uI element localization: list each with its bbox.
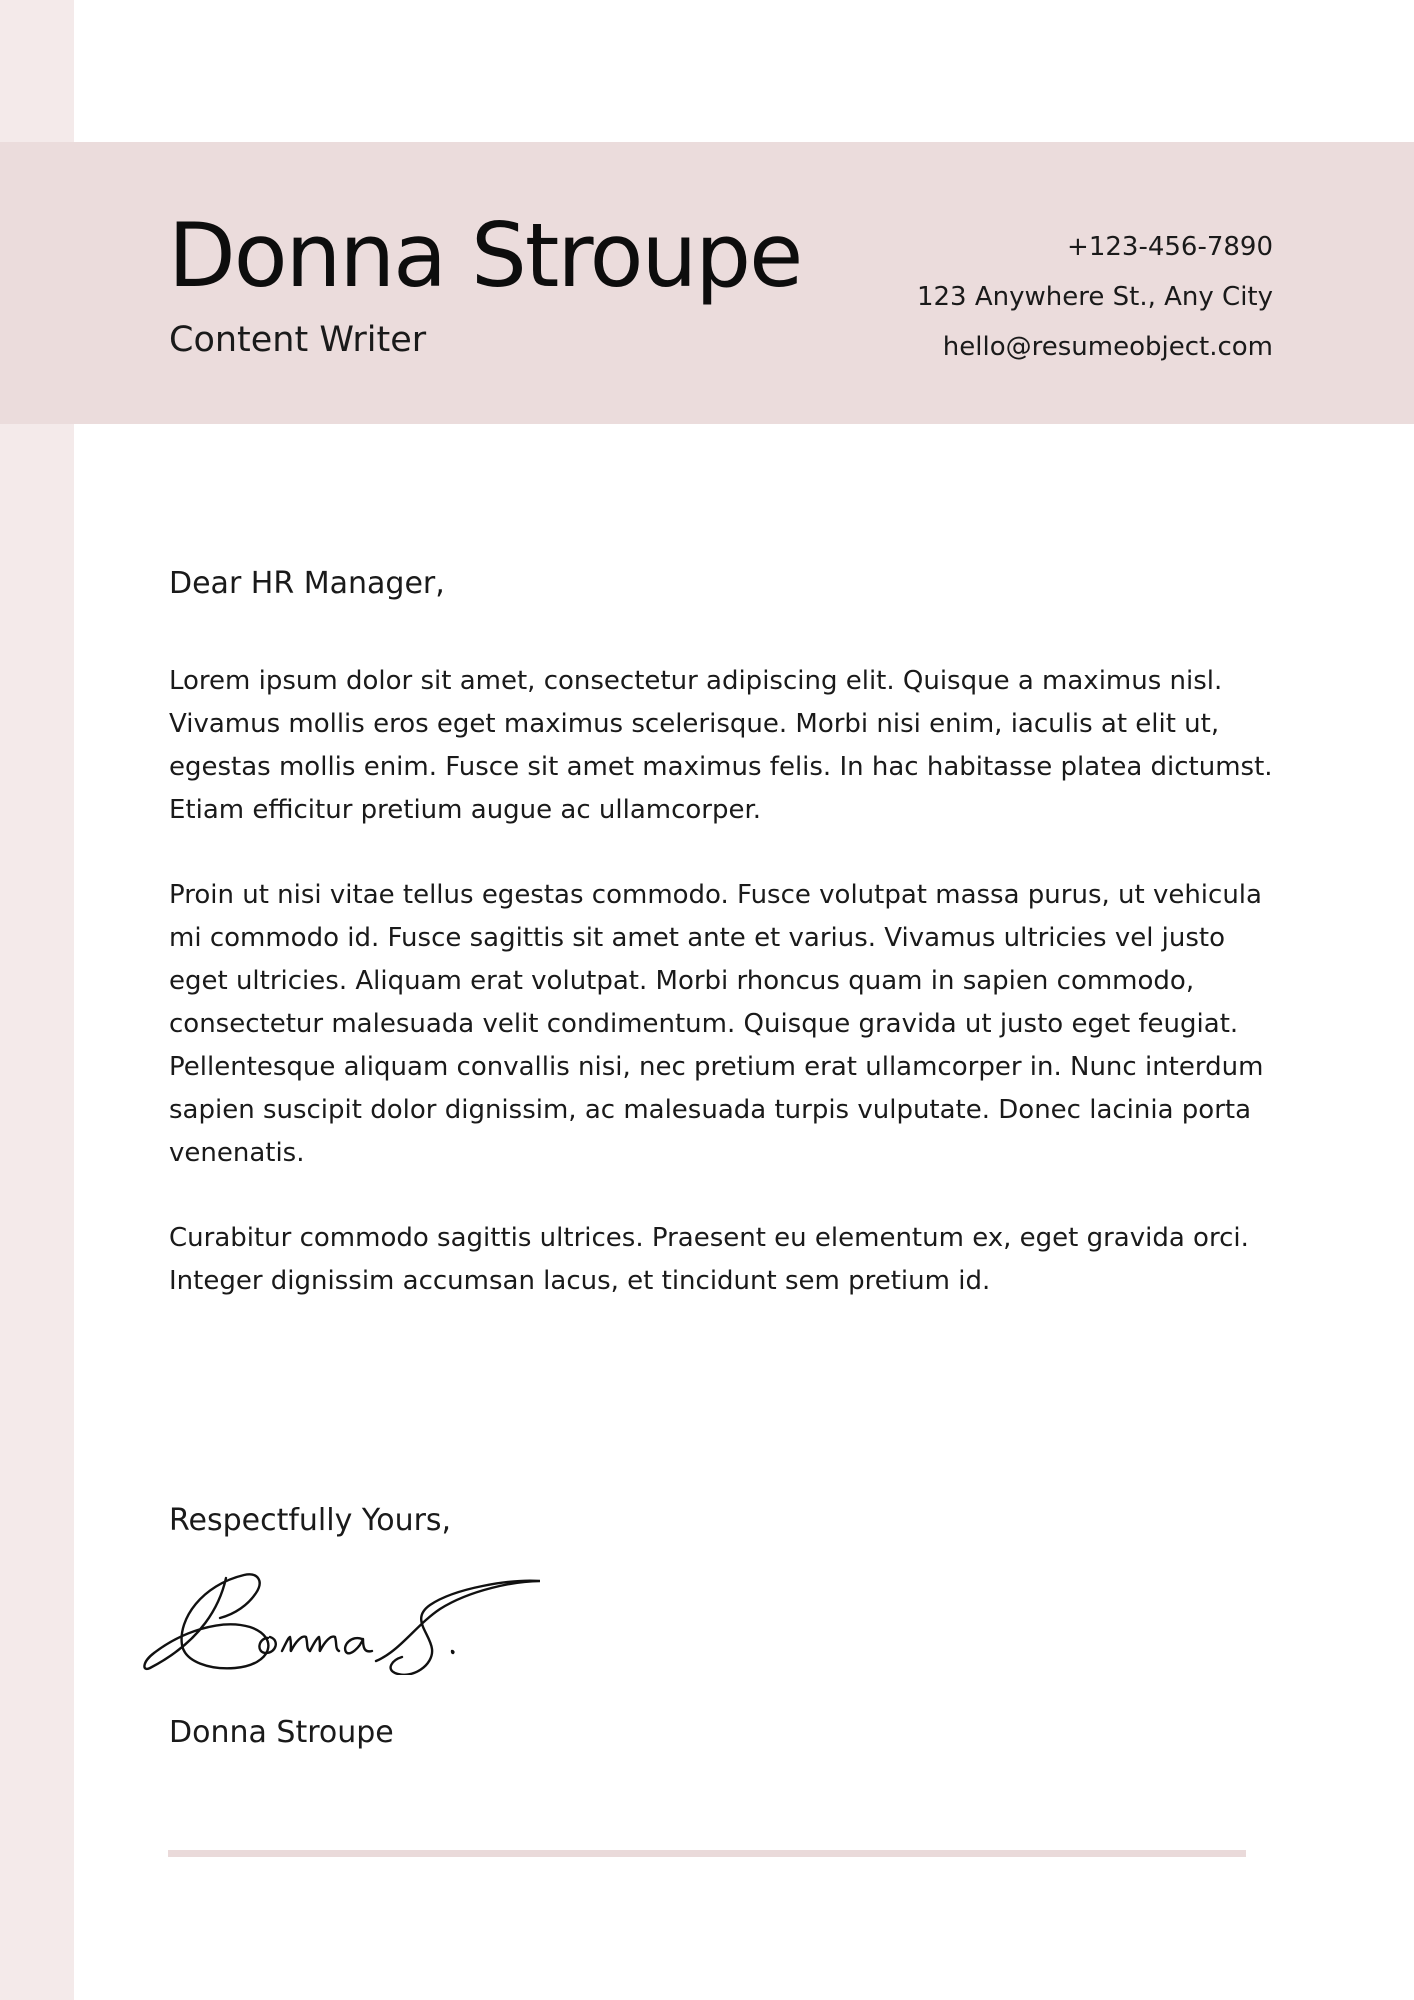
- signer-name: Donna Stroupe: [169, 1715, 394, 1750]
- closing-line: Respectfully Yours,: [169, 1503, 452, 1538]
- body-paragraph-2: Proin ut nisi vitae tellus egestas commodo. Fusce volutpat massa purus, ut vehicula mi commodo id. Fusce sagittis sit amet ante et varius. Vivamus ultricies vel justo eget ultricies. Aliquam erat volutpat. Morbi rhoncus quam in sapien commodo, consectetur malesuada velit condimentum. Quisque gravida ut justo eget feugiat. Pellentesque aliquam convallis nisi, nec pretium erat ullamcorper in. Nunc interdum sapien suscipit dolor dignissim, ac malesuada turpis vulputate. Donec lacinia porta venenatis.: [169, 880, 1264, 1168]
- contact-block: [917, 222, 1273, 372]
- handwritten-signature: [140, 1545, 540, 1675]
- footer-divider: [168, 1850, 1246, 1857]
- job-title: Content Writer: [169, 320, 427, 360]
- applicant-name: Donna Stroupe: [168, 204, 802, 307]
- letter-body: [169, 560, 1279, 1345]
- contact-phone: +123-456-7890: [1067, 232, 1273, 262]
- salutation: Dear HR Manager,: [169, 566, 445, 601]
- body-paragraph-1: Lorem ipsum dolor sit amet, consectetur adipiscing elit. Quisque a maximus nisl. Vivamus mollis eros eget maximus scelerisque. Morbi nisi enim, iaculis at elit ut, egestas mollis enim. Fusce sit amet maximus felis. In hac habitasse platea dictumst. Etiam efficitur pretium augue ac ullamcorper.: [169, 666, 1273, 825]
- contact-address: 123 Anywhere St., Any City: [916, 282, 1273, 312]
- contact-email: hello@resumeobject.com: [942, 332, 1273, 362]
- body-paragraph-3: Curabitur commodo sagittis ultrices. Praesent eu elementum ex, eget gravida orci. Integer dignissim accumsan lacus, et tincidunt sem pretium id.: [169, 1223, 1249, 1296]
